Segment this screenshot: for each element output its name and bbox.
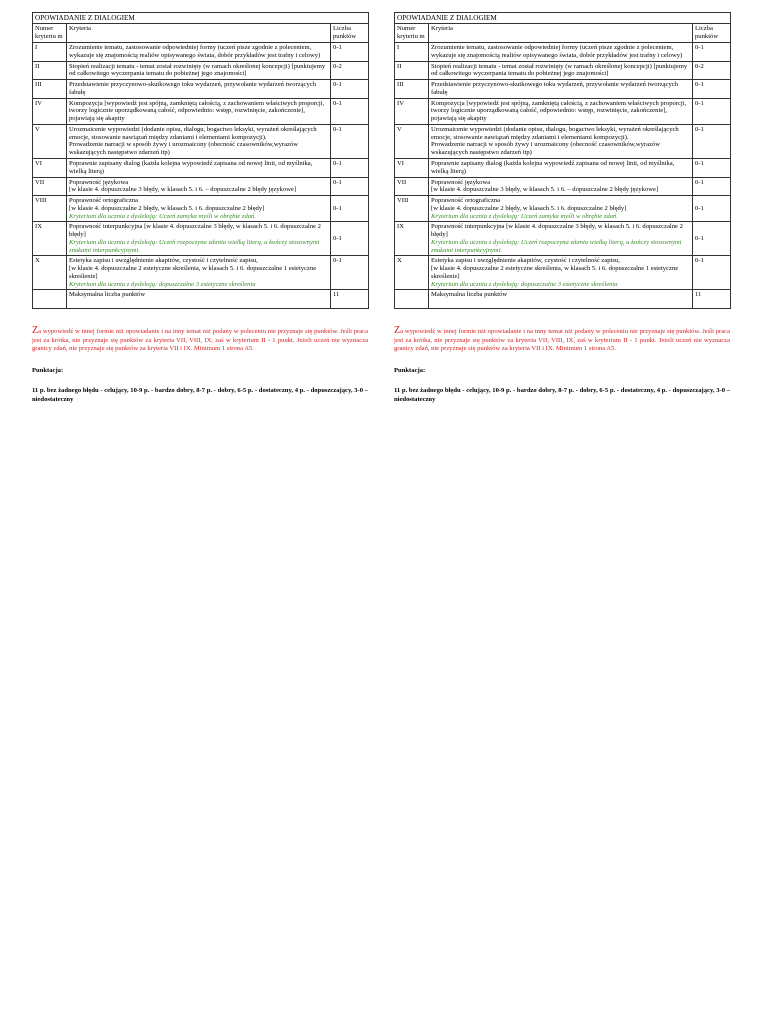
criterion-number: II	[33, 61, 67, 80]
criterion-points: 0-1	[693, 158, 731, 177]
criterion-text	[429, 177, 693, 196]
criterion-number: V	[395, 124, 429, 158]
dyslexia-criterion: Kryterium dla ucznia z dysleksją: Uczeń rozpoczyna zdania wielką literą, a kończy stosownymi znakami interpunkcyjnymi.	[69, 238, 320, 254]
note-initial: Z	[32, 325, 39, 337]
table-row	[33, 98, 369, 124]
criterion-description: Estetyka zapisu i uwzględnienie akapitów, czystość i czytelność zapisu, [w klasie 4. dopuszczalne 2 estetyczne skreślenia, w klasach 5. i 6. dopuszczalne 1 estetyczne skreślenie]	[431, 257, 679, 280]
criterion-description: Poprawność interpunkcyjna [w klasie 4. dopuszczalne 3 błędy, w klasach 5. i 6. dopuszczalne 2 błędy]	[431, 223, 683, 239]
criterion-description: Urozmaicenie wypowiedzi (dodanie opisu, dialogu, bogactwo leksyki, wyrażeń określających emocje, stosowanie nawiązań między zdaniami i elementami kompozycji). Prowadzenie narracji w sposób żywy i urozmaicony (obecność czasowników,wyrazów wskazujących następstwo zdarzeń itp)	[431, 125, 679, 157]
criterion-text	[67, 196, 331, 222]
dyslexia-criterion: Kryterium dla ucznia z dysleksją: Uczeń zamyka myśli w obrębie zdań.	[431, 212, 618, 220]
table-row	[395, 177, 731, 196]
criterion-number: I	[395, 43, 429, 62]
table-row	[395, 158, 731, 177]
criterion-text	[67, 80, 331, 99]
criterion-text	[67, 158, 331, 177]
table-header-row	[33, 24, 369, 43]
right-copy	[394, 12, 730, 405]
criterion-number: X	[395, 256, 429, 290]
criteria-table	[32, 12, 369, 309]
criterion-text	[429, 61, 693, 80]
header-points: Liczba punktów	[693, 24, 731, 43]
criterion-points: 0-1	[693, 124, 731, 158]
max-points-value: 11	[331, 290, 369, 309]
criterion-number: V	[33, 124, 67, 158]
max-points-row	[33, 290, 369, 309]
criterion-text	[429, 256, 693, 290]
criterion-points: 0-1	[331, 177, 369, 196]
criterion-description: Zrozumienie tematu, zastosowanie odpowiedniej formy (uczeń pisze zgodnie z poleceniem, wykazuje się znajomością realiów opisywanego świata, dobór przykładów jest trafny i celowy)	[69, 44, 321, 59]
criterion-points: 0-1	[331, 43, 369, 62]
criterion-description: Poprawność ortograficzna [w klasie 4. dopuszczalne 2 błędy, w klasach 5. i 6. dopuszczalne 2 błędy]	[69, 197, 265, 212]
criterion-number: III	[33, 80, 67, 99]
criterion-text	[67, 124, 331, 158]
criterion-number: II	[395, 61, 429, 80]
table-row	[33, 256, 369, 290]
criterion-description: Poprawność językowa [w klasie 4. dopuszczalne 3 błędy, w klasach 5. i 6. – dopuszczalne 2 błędy językowe]	[69, 178, 297, 194]
criterion-number: III	[395, 80, 429, 99]
dyslexia-criterion: Kryterium dla ucznia z dysleksją: dopuszczalne 3 estetyczne skreślenia	[69, 280, 256, 288]
table-row	[395, 196, 731, 222]
criterion-number: IX	[33, 222, 67, 256]
table-row	[395, 222, 731, 256]
criterion-points: 0-1	[331, 222, 369, 256]
criterion-description: Przedstawienie przyczynowo-skutkowego toku wydarzeń, przywołanie wydarzeń tworzących fabułę	[431, 81, 678, 96]
criterion-text	[67, 98, 331, 124]
dyslexia-criterion: Kryterium dla ucznia z dysleksją: Uczeń rozpoczyna zdania wielką literą, a kończy stosownymi znakami interpunkcyjnymi.	[431, 238, 682, 254]
criterion-number: VI	[395, 158, 429, 177]
table-row	[33, 80, 369, 99]
criterion-points: 0-1	[693, 177, 731, 196]
header-criteria: Kryteria	[67, 24, 331, 43]
header-points: Liczba punktów	[331, 24, 369, 43]
criterion-points: 0-1	[693, 222, 731, 256]
criterion-description: Urozmaicenie wypowiedzi (dodanie opisu, dialogu, bogactwo leksyki, wyrażeń określających emocje, stosowanie nawiązań między zdaniami i elementami kompozycji). Prowadzenie narracji w sposób żywy i urozmaicony (obecność czasowników,wyrazów wskazujących następstwo zdarzeń itp)	[69, 125, 317, 157]
criterion-points: 0-1	[331, 256, 369, 290]
criterion-points: 0-1	[331, 196, 369, 222]
criteria-table	[394, 12, 731, 309]
criterion-number: IX	[395, 222, 429, 256]
table-row	[33, 196, 369, 222]
table-row	[395, 43, 731, 62]
criterion-description: Poprawnie zapisany dialog (każda kolejna wypowiedź zapisana od nowej linii, od myślnika, wielką literą)	[69, 159, 313, 175]
criterion-description: Poprawność interpunkcyjna [w klasie 4. dopuszczalne 3 błędy, w klasach 5. i 6. dopuszczalne 2 błędy]	[69, 223, 321, 239]
criterion-number: VIII	[33, 196, 67, 222]
note-text: a wypowiedź w innej formie niż opowiadanie i na inny temat niż podany w poleceniu nie przyznaje się punktów. Jeśli praca jest za krótka, nie przyznaje się punktów za kryteria VII, VIII, IX, zaś w kryterium II - 1 punkt. Jeżeli uczeń nie wyznacza granicy zdań, nie przyznaje się punktów za kryteria VII i IX. Minimum 1 strona A5.	[32, 328, 368, 353]
criterion-points: 0-1	[331, 158, 369, 177]
max-points-value: 11	[693, 290, 731, 309]
table-row	[395, 80, 731, 99]
table-row	[33, 158, 369, 177]
header-number: Numer kryteriu m	[33, 24, 67, 43]
max-points-label: Maksymalna liczba punktów	[429, 290, 693, 309]
criterion-description: Estetyka zapisu i uwzględnienie akapitów, czystość i czytelność zapisu, [w klasie 4. dopuszczalne 2 estetyczne skreślenia, w klasach 5. i 6. dopuszczalne 1 estetyczne skreślenie]	[69, 257, 317, 280]
criterion-points: 0-1	[693, 256, 731, 290]
criterion-text	[429, 80, 693, 99]
criterion-text	[429, 158, 693, 177]
table-row	[33, 222, 369, 256]
table-row	[33, 177, 369, 196]
criterion-number: VII	[33, 177, 67, 196]
note-text: a wypowiedź w innej formie niż opowiadanie i na inny temat niż podany w poleceniu nie przyznaje się punktów. Jeśli praca jest za krótka, nie przyznaje się punktów za kryteria VII, VIII, IX, zaś w kryterium II - 1 punkt. Jeżeli uczeń nie wyznacza granicy zdań, nie przyznaje się punktów za kryteria VII i IX. Minimum 1 strona A5.	[394, 328, 730, 353]
criterion-text	[429, 196, 693, 222]
red-note	[32, 325, 368, 353]
criterion-number: IV	[395, 98, 429, 124]
criterion-points: 0-1	[331, 124, 369, 158]
criterion-description: Stopień realizacji tematu - temat został rozwinięty (w ramach określonej koncepcji) [punktujemy od całkowitego wyczerpania tematu do pobieżnej jego znajomości]	[69, 62, 326, 78]
criterion-description: Kompozycja [wypowiedź jest spójną, zamkniętą całością, z zachowaniem właściwych proporcji, tworzy logicznie uporządkowaną całość, odpowiednio: wstęp, rozwinięcie, zakończenie], pojawiają się akapity	[69, 99, 325, 123]
criterion-text	[67, 222, 331, 256]
criterion-text	[67, 43, 331, 62]
max-points-row	[395, 290, 731, 309]
dyslexia-criterion: Kryterium dla ucznia z dysleksją: dopuszczalne 3 estetyczne skreślenia	[431, 280, 618, 288]
table-row	[395, 61, 731, 80]
criterion-number: X	[33, 256, 67, 290]
criterion-points: 0-2	[331, 61, 369, 80]
criterion-points: 0-1	[331, 98, 369, 124]
max-empty-cell	[33, 290, 67, 309]
scoring-heading: Punktacja:	[32, 367, 64, 375]
max-points-label: Maksymalna liczba punktów	[67, 290, 331, 309]
criterion-description: Kompozycja [wypowiedź jest spójną, zamkniętą całością, z zachowaniem właściwych proporcji, tworzy logicznie uporządkowaną całość, odpowiednio: wstęp, rozwinięcie, zakończenie], pojawiają się akapity	[431, 99, 687, 123]
table-row	[395, 124, 731, 158]
criterion-description: Zrozumienie tematu, zastosowanie odpowiedniej formy (uczeń pisze zgodnie z poleceniem, wykazuje się znajomością realiów opisywanego świata, dobór przykładów jest trafny i celowy)	[431, 44, 683, 59]
table-row	[33, 43, 369, 62]
table-row	[33, 124, 369, 158]
criterion-description: Poprawność ortograficzna [w klasie 4. dopuszczalne 2 błędy, w klasach 5. i 6. dopuszczalne 2 błędy]	[431, 197, 627, 212]
criterion-description: Poprawnie zapisany dialog (każda kolejna wypowiedź zapisana od nowej linii, od myślnika, wielką literą)	[431, 159, 675, 175]
max-empty-cell	[395, 290, 429, 309]
criterion-number: IV	[33, 98, 67, 124]
criterion-text	[429, 222, 693, 256]
table-row	[395, 98, 731, 124]
header-criteria: Kryteria	[429, 24, 693, 43]
criterion-number: I	[33, 43, 67, 62]
criterion-description: Stopień realizacji tematu - temat został rozwinięty (w ramach określonej koncepcji) [punktujemy od całkowitego wyczerpania tematu do pobieżnej jego znajomości]	[431, 62, 688, 78]
criterion-points: 0-1	[693, 196, 731, 222]
criterion-number: VII	[395, 177, 429, 196]
criterion-points: 0-1	[693, 43, 731, 62]
note-initial: Z	[394, 325, 401, 337]
criterion-points: 0-1	[693, 80, 731, 99]
red-note	[394, 325, 730, 353]
criterion-text	[67, 177, 331, 196]
scoring-text: 11 p. bez żadnego błędu - celujący, 10-9 p. - bardzo dobry, 8-7 p. - dobry, 6-5 p. - dostateczny, 4 p. - dopuszczający, 3-0 – niedostateczny	[32, 387, 368, 404]
criterion-text	[67, 61, 331, 80]
dyslexia-criterion: Kryterium dla ucznia z dysleksją: Uczeń zamyka myśli w obrębie zdań.	[69, 212, 256, 220]
header-number: Numer kryteriu m	[395, 24, 429, 43]
criterion-text	[67, 256, 331, 290]
criterion-description: Przedstawienie przyczynowo-skutkowego toku wydarzeń, przywołanie wydarzeń tworzących fabułę	[69, 81, 316, 96]
table-title: OPOWIADANIE Z DIALOGIEM	[395, 13, 731, 24]
criterion-points: 0-2	[693, 61, 731, 80]
table-title: OPOWIADANIE Z DIALOGIEM	[33, 13, 369, 24]
scoring-text: 11 p. bez żadnego błędu - celujący, 10-9 p. - bardzo dobry, 8-7 p. - dobry, 6-5 p. - dostateczny, 4 p. - dopuszczający, 3-0 – niedostateczny	[394, 387, 730, 404]
criterion-number: VIII	[395, 196, 429, 222]
criterion-number: VI	[33, 158, 67, 177]
criterion-points: 0-1	[331, 80, 369, 99]
table-row	[395, 256, 731, 290]
table-header-row	[395, 24, 731, 43]
criterion-text	[429, 98, 693, 124]
table-row	[33, 61, 369, 80]
criterion-description: Poprawność językowa [w klasie 4. dopuszczalne 3 błędy, w klasach 5. i 6. – dopuszczalne 2 błędy językowe]	[431, 178, 659, 194]
scoring-heading: Punktacja:	[394, 367, 426, 375]
left-copy	[32, 12, 368, 405]
criterion-points: 0-1	[693, 98, 731, 124]
criterion-text	[429, 43, 693, 62]
criterion-text	[429, 124, 693, 158]
